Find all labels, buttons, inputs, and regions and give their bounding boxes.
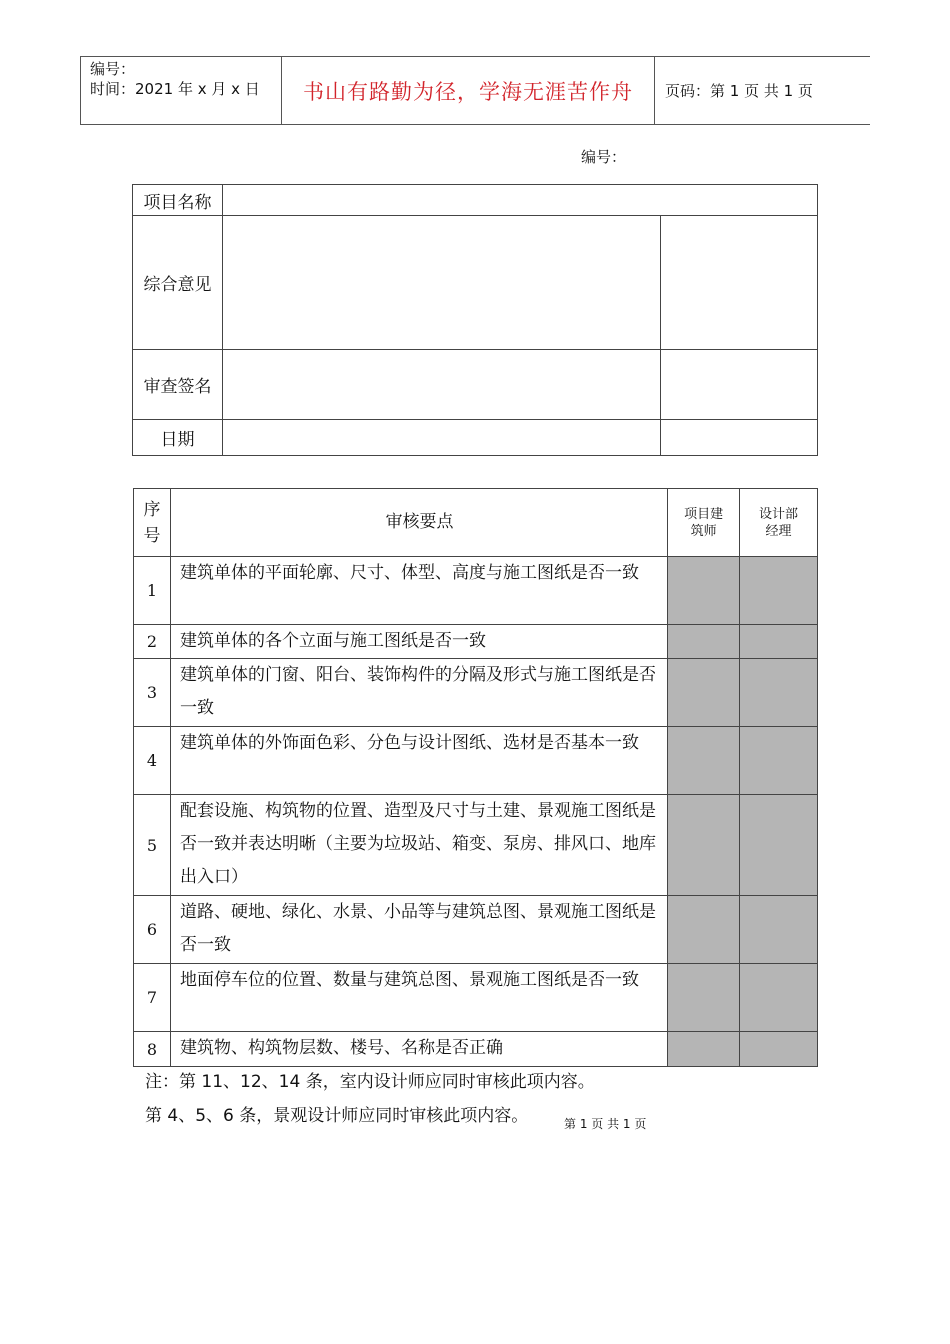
opinion-extra-field[interactable] — [661, 216, 818, 350]
header-motto: 书山有路勤为径，学海无涯苦作舟 — [282, 57, 655, 124]
opinion-label: 综合意见 — [133, 216, 223, 350]
architect-check-cell[interactable] — [668, 557, 740, 625]
row-text: 建筑单体的门窗、阳台、装饰构件的分隔及形式与施工图纸是否一致 — [170, 659, 667, 727]
table-row — [134, 964, 818, 1032]
manager-check-cell[interactable] — [740, 896, 818, 964]
architect-check-cell[interactable] — [668, 795, 740, 896]
row-number: 8 — [134, 1032, 171, 1067]
date-row — [133, 420, 818, 456]
row-number: 1 — [134, 557, 171, 625]
document-header — [80, 56, 870, 125]
row-text: 道路、硬地、绿化、水景、小品等与建筑总图、景观施工图纸是否一致 — [170, 896, 667, 964]
table-row — [134, 727, 818, 795]
row-number: 3 — [134, 659, 171, 727]
table-row — [134, 795, 818, 896]
header-review-points: 审核要点 — [170, 489, 667, 557]
row-text: 建筑单体的平面轮廓、尺寸、体型、高度与施工图纸是否一致 — [170, 557, 667, 625]
header-seq: 序号 — [134, 489, 171, 557]
project-name-row — [133, 185, 818, 216]
page-footer: 第 1 页 共 1 页 — [564, 1117, 647, 1131]
row-number: 2 — [134, 625, 171, 659]
table-row — [134, 625, 818, 659]
table-row — [134, 896, 818, 964]
header-design-manager: 设计部经理 — [740, 489, 818, 557]
row-number: 7 — [134, 964, 171, 1032]
manager-check-cell[interactable] — [740, 964, 818, 1032]
table-row — [134, 557, 818, 625]
review-header-row — [134, 489, 818, 557]
row-number: 6 — [134, 896, 171, 964]
review-checklist-table — [133, 488, 818, 1067]
signature-row — [133, 350, 818, 420]
header-time-label: 时间：2021 年 x 月 x 日 — [90, 80, 260, 98]
architect-check-cell[interactable] — [668, 659, 740, 727]
row-text: 建筑单体的外饰面色彩、分色与设计图纸、选材是否基本一致 — [170, 727, 667, 795]
project-name-label: 项目名称 — [133, 185, 223, 216]
opinion-row — [133, 216, 818, 350]
manager-check-cell[interactable] — [740, 625, 818, 659]
date-label: 日期 — [133, 420, 223, 456]
manager-check-cell[interactable] — [740, 1032, 818, 1067]
architect-check-cell[interactable] — [668, 964, 740, 1032]
table-row — [134, 659, 818, 727]
header-number-label: 编号： — [90, 60, 136, 78]
header-meta — [81, 57, 282, 124]
row-number: 4 — [134, 727, 171, 795]
row-number: 5 — [134, 795, 171, 896]
table-row — [134, 1032, 818, 1067]
header-project-architect: 项目建筑师 — [668, 489, 740, 557]
architect-check-cell[interactable] — [668, 727, 740, 795]
row-text: 配套设施、构筑物的位置、造型及尺寸与土建、景观施工图纸是否一致并表达明晰（主要为垃圾站、箱变、泵房、排风口、地库出入口） — [170, 795, 667, 896]
document-number-label: 编号： — [581, 148, 627, 166]
architect-check-cell[interactable] — [668, 625, 740, 659]
manager-check-cell[interactable] — [740, 557, 818, 625]
signature-field[interactable] — [223, 350, 661, 420]
date-extra-field[interactable] — [661, 420, 818, 456]
note-interior-designer: 注：第 11、12、14 条，室内设计师应同时审核此项内容。 — [145, 1072, 595, 1092]
project-name-field[interactable] — [223, 185, 818, 216]
row-text: 地面停车位的位置、数量与建筑总图、景观施工图纸是否一致 — [170, 964, 667, 1032]
signature-extra-field[interactable] — [661, 350, 818, 420]
manager-check-cell[interactable] — [740, 727, 818, 795]
header-page-code: 页码：第 1 页 共 1 页 — [665, 82, 813, 100]
signature-label: 审查签名 — [133, 350, 223, 420]
project-info-table — [132, 184, 818, 456]
manager-check-cell[interactable] — [740, 795, 818, 896]
row-text: 建筑物、构筑物层数、楼号、名称是否正确 — [170, 1032, 667, 1067]
date-field[interactable] — [223, 420, 661, 456]
row-text: 建筑单体的各个立面与施工图纸是否一致 — [170, 625, 667, 659]
note-landscape-designer: 第 4、5、6 条，景观设计师应同时审核此项内容。 — [145, 1106, 529, 1126]
manager-check-cell[interactable] — [740, 659, 818, 727]
architect-check-cell[interactable] — [668, 896, 740, 964]
opinion-field[interactable] — [223, 216, 661, 350]
architect-check-cell[interactable] — [668, 1032, 740, 1067]
